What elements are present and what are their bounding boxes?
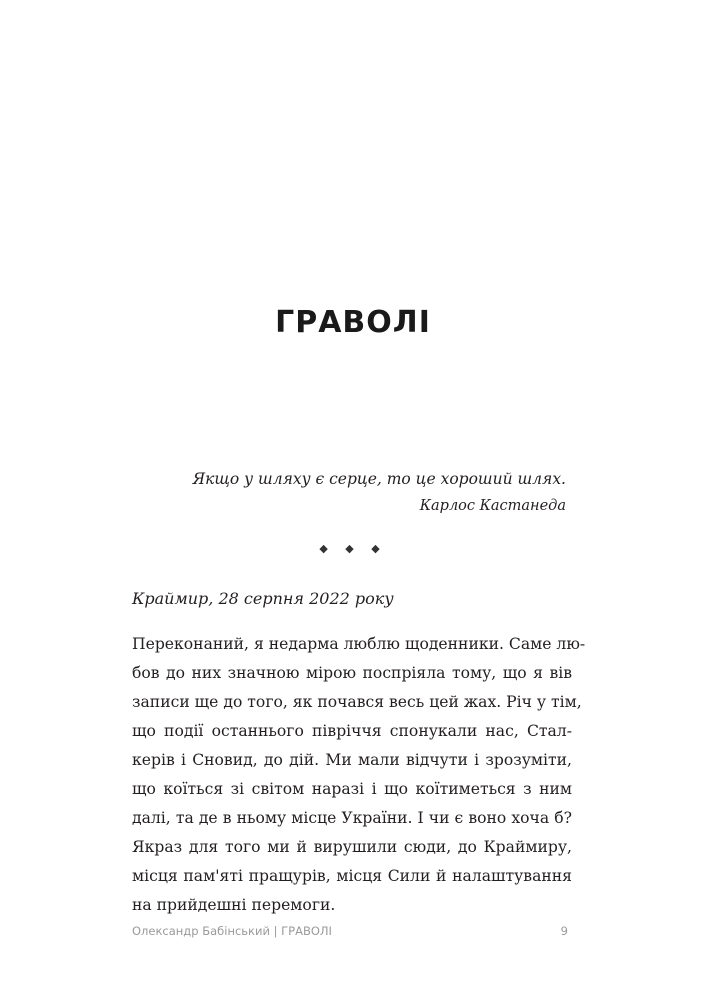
epigraph	[193, 466, 566, 520]
body-line: що коїться зі світом наразі і що коїтиметься з ним	[132, 780, 572, 798]
body-line: далі, та де в ньому місце України. І чи є воно хоча б?	[132, 809, 572, 827]
dateline: Краймир, 28 серпня 2022 року	[132, 589, 394, 608]
body-line: бов до них значною мірою поспріяла тому, що я вів	[132, 664, 572, 682]
running-head: Олександр Бабінський | ГРАВОЛІ	[132, 924, 332, 938]
body-line: Якраз для того ми й вирушили сюди, до Краймиру,	[132, 838, 572, 856]
body-line: керів і Сновид, до дій. Ми мали відчути і зрозуміти,	[132, 751, 572, 769]
epigraph-author: Карлос Кастанеда	[419, 498, 566, 514]
body-line: що події останнього півріччя спонукали нас, Стал-	[132, 722, 572, 740]
body-line: на прийдешні перемоги.	[132, 896, 336, 914]
body-paragraph	[132, 630, 586, 920]
chapter-title: ГРАВОЛІ	[275, 305, 431, 340]
body-line: Переконаний, я недарма люблю щоденники. Саме лю-	[132, 635, 586, 653]
epigraph-quote: Якщо у шляху є серце, то це хороший шлях.	[192, 470, 566, 488]
section-ornament: ◆ ◆ ◆	[319, 542, 387, 555]
body-line: записи ще до того, як почався весь цей жах. Річ у тім,	[132, 693, 582, 711]
page-number: 9	[560, 924, 568, 938]
body-line: місця пам'яті пращурів, місця Сили й налаштування	[132, 867, 572, 885]
